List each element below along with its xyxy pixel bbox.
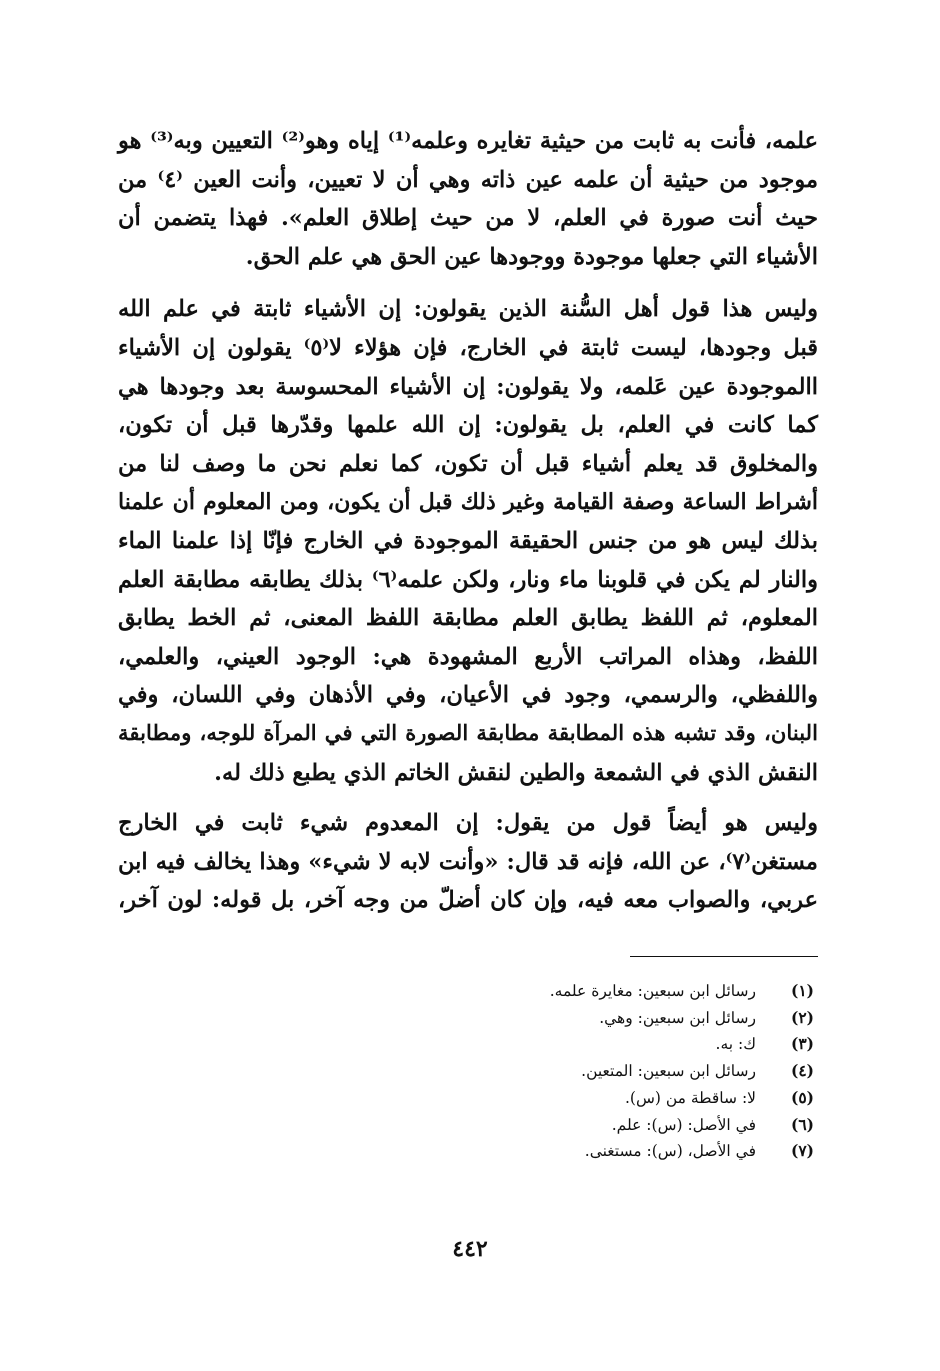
footnote-item — [314, 1058, 814, 1085]
footnote-item — [314, 1138, 814, 1165]
text-line: االموجودة عين عَلمه، ولا يقولون: إن الأشياء المحسوسة بعد وجودها هي — [118, 373, 818, 400]
text-line: عربي، والصواب معه فيه، وإن كان أضلّ من وجه آخر، بل قوله: لون آخر، — [118, 887, 818, 914]
text-line: اللفظ، وهذاه المراتب الأربع المشهودة هي: الوجود العيني، والعلمي، — [118, 643, 818, 670]
footnote-divider — [630, 956, 818, 957]
text-line: الأشياء التي جعلها موجودة ووجودها عين الحق هي علم الحق. — [245, 243, 818, 270]
paragraph-3 — [118, 804, 818, 920]
text-line: والنار لم يكن في قلوبنا ماء ونار، ولكن علمه⁽٦⁾ بذلك يطابقه مطابقة العلم — [118, 566, 818, 593]
text-line: النقش الذي في الشمعة والطين لنقش الخاتم الذي يطبع ذلك له. — [214, 759, 818, 786]
main-text — [118, 122, 818, 920]
footnote-number: (٤) — [790, 1061, 814, 1081]
text-line: أشراط الساعة وصفة القيامة وغير ذلك قبل أن يكون، ومن المعلوم أن علمنا — [118, 489, 818, 516]
text-line: مستغن⁽٧⁾، عن الله، فإنه قد قال: «وأنت لابه لا شيء» وهذا يخالف فيه ابن — [118, 848, 818, 875]
footnote-number: (٦) — [790, 1114, 814, 1134]
page-number: ٤٤٢ — [452, 1236, 488, 1262]
footnote-text: رسائل ابن سبعين: مغايرة علمه. — [549, 982, 756, 1000]
text-line: واللفظي، والرسمي، وجود في الأعيان، وفي الأذهان وفي اللسان، وفي — [118, 682, 818, 709]
footnote-text: لا: ساقطة من (س). — [624, 1088, 756, 1107]
text-line: حيث أنت صورة في العلم، لا من حيث إطلاق العلم». فهذا يتضمن أن — [118, 205, 818, 232]
footnote-item — [314, 1031, 814, 1058]
paragraph-2 — [118, 290, 818, 792]
footnote-text: في الأصل: (س): علم. — [611, 1115, 756, 1134]
footnotes-list — [314, 978, 814, 1165]
footnote-number: (٧) — [790, 1141, 814, 1161]
text-line: موجود من حيثية أن علمه عين ذاته وهي أن لا تعيين، وأنت العين ⁽٤⁾ من — [118, 166, 819, 193]
footnote-number: (٥) — [790, 1087, 814, 1107]
text-line: علمه، فأنت به ثابت من حيثية تغايره وعلمه⁽¹⁾ إياه وهو⁽²⁾ التعيين وبه⁽³⁾ هو — [118, 128, 819, 154]
text-line: بذلك ليس هو من جنس الحقيقة الموجودة في الخارج فإنّا إذا علمنا الماء — [118, 527, 818, 554]
footnote-number: (٢) — [790, 1007, 814, 1027]
text-line: البنان، وقد تشبه هذه المطابقة مطابقة الصورة التي في المرآة للوجه، ومطابقة — [118, 720, 818, 746]
text-line: كما كانت في العلم، بل يقولون: إن الله علمها وقدّرها قبل أن تكون، — [118, 412, 818, 439]
footnote-number: (٣) — [790, 1034, 814, 1054]
footnote-text: ك: به. — [715, 1035, 756, 1054]
footnote-item — [314, 1085, 814, 1112]
footnote-item — [314, 1112, 814, 1139]
text-line: وليس هذا قول أهل السُّنة الذين يقولون: إن الأشياء ثابتة في علم الله — [118, 296, 818, 323]
footnote-item — [314, 1005, 814, 1032]
footnote-number: (١) — [790, 981, 814, 1000]
paragraph-1 — [118, 122, 818, 276]
footnote-item — [314, 978, 814, 1005]
text-line: وليس هو أيضاً قول من يقول: إن المعدوم شيء ثابت في الخارج — [118, 810, 818, 837]
text-line: والمخلوق قد يعلم أشياء قبل أن تكون، كما نعلم نحن ما وصف لنا من — [118, 450, 818, 477]
footnote-text: رسائل ابن سبعين: المتعين. — [581, 1062, 756, 1081]
footnote-text: في الأصل، (س): مستغنى. — [584, 1142, 756, 1161]
text-line: قبل وجودها، ليست ثابتة في الخارج، فإن هؤلاء لا⁽٥⁾ يقولون إن الأشياء — [118, 334, 818, 361]
footnote-text: رسائل ابن سبعين: وهي. — [599, 1008, 756, 1027]
text-line: المعلوم، ثم اللفظ يطابق العلم مطابقة اللفظ المعنى، ثم الخط يطابق — [118, 605, 818, 632]
